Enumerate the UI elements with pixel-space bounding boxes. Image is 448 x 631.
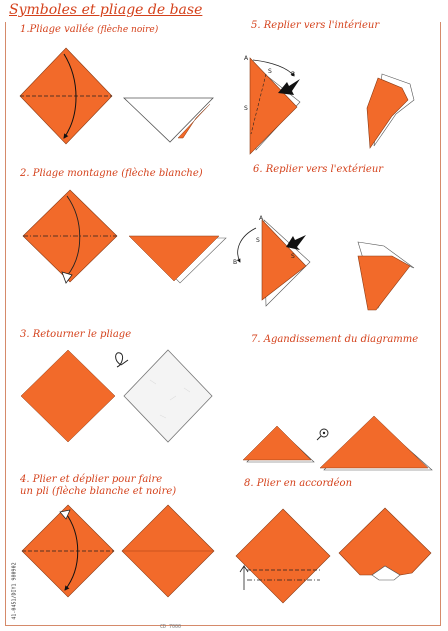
- section-6-diagrams: [233, 215, 414, 310]
- section-8-diagrams: [236, 508, 431, 603]
- section-1-title: 1.Pliage vallée: [20, 24, 94, 35]
- section-4-diagrams: [22, 505, 214, 597]
- section-1-diagrams: [20, 48, 213, 144]
- section-2-title: 2. Pliage montagne: [20, 168, 118, 179]
- enlarge-symbol-tail: [317, 436, 321, 440]
- enlarge-symbol-dot: [323, 432, 325, 434]
- section-4-line1: 4. Plier et déplier pour faire: [20, 474, 163, 485]
- point-s-label-6b: S: [291, 253, 295, 260]
- section-3-diagrams: [21, 350, 212, 442]
- section-2-diagrams: [23, 190, 226, 283]
- point-a-label: A: [244, 55, 249, 62]
- section-7-label: 7. Agandissement du diagramme: [251, 334, 419, 345]
- section-6-label: 6. Replier vers l'extérieur: [253, 164, 384, 175]
- section-1-note: (flèche noire): [97, 25, 159, 35]
- section-8-label: 8. Plier en accordéon: [244, 478, 353, 489]
- point-s-label-2: S: [244, 105, 248, 112]
- section-2-note: (flèche blanche): [121, 168, 203, 179]
- point-a-label-6: A: [259, 215, 264, 222]
- valley-folded-triangle: [124, 98, 213, 142]
- outside-reverse-result: [358, 256, 410, 310]
- section-5-diagrams: [244, 55, 414, 154]
- point-s-label-6a: S: [256, 237, 260, 244]
- large-triangle: [320, 416, 428, 468]
- section-3-label: 3. Retourner le pliage: [20, 329, 132, 340]
- section-7-diagrams: [243, 416, 432, 470]
- outside-reverse-curve-arrow: [238, 228, 256, 262]
- accordion-square: [236, 509, 330, 603]
- turn-over-icon: [116, 353, 128, 367]
- section-5-label: 5. Replier vers l'intérieur: [251, 20, 380, 31]
- accordion-result: [339, 508, 431, 575]
- accordion-arrow: [240, 566, 248, 590]
- small-triangle: [243, 426, 311, 460]
- point-s-label-1: S: [268, 68, 272, 75]
- point-b-label-6: B: [233, 259, 238, 266]
- bottom-code: CD 7000: [160, 624, 182, 630]
- section-4-line2: un pli (flèche blanche et noire): [20, 486, 177, 497]
- side-code: 41-0451/DIY1 980902: [11, 562, 18, 620]
- page-title: Symboles et pliage de base: [9, 2, 203, 18]
- turn-over-square-front: [21, 350, 115, 442]
- inside-reverse-result: [367, 78, 408, 148]
- point-b-label: B: [291, 71, 296, 78]
- mountain-folded-triangle: [129, 236, 219, 281]
- turn-over-square-back: [124, 350, 212, 442]
